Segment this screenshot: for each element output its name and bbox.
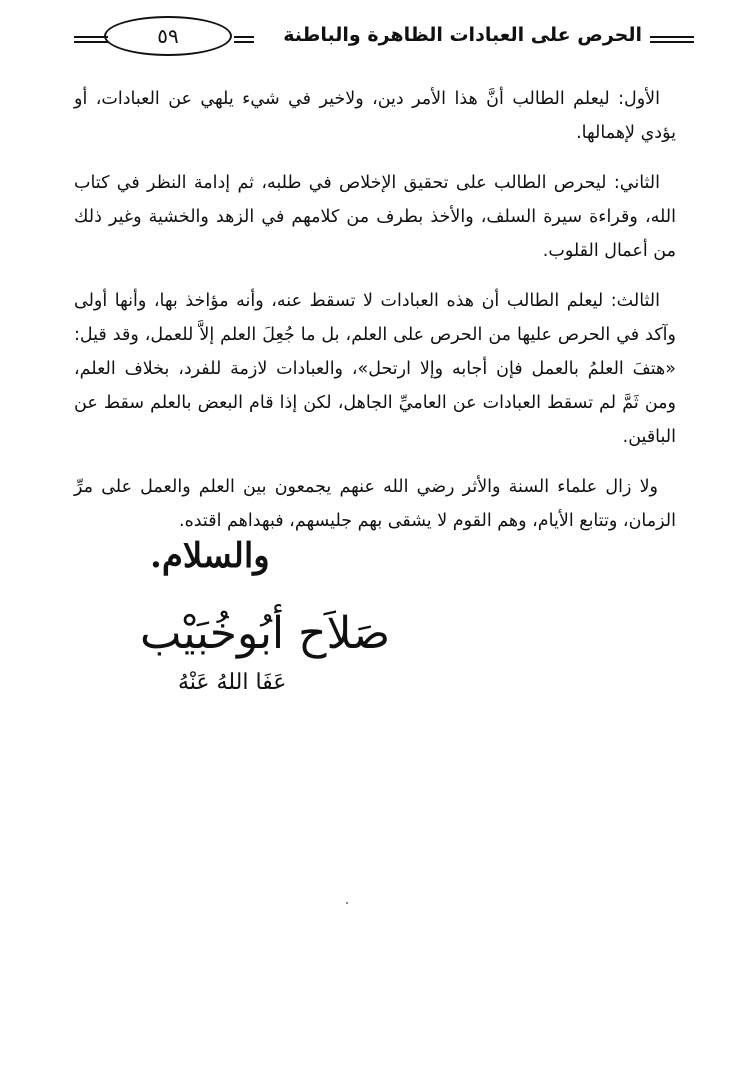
header-rule-left	[74, 36, 108, 43]
salutation: والسلام.	[150, 536, 270, 576]
header-title: الحرص على العبادات الظاهرة والباطنة	[283, 24, 642, 46]
body-text	[74, 82, 676, 554]
signature-prayer: عَفَا اللهُ عَنْهُ	[178, 670, 287, 695]
running-header	[74, 14, 694, 58]
page-number: ٥٩	[104, 16, 232, 56]
paragraph-second: الثاني: ليحرص الطالب على تحقيق الإخلاص في طلبه، ثم إدامة النظر في كتاب الله، وقراءة سيرة السلف، والأخذ بطرف من كلامهم في الزهد والخشية وغير ذلك من أعمال القلوب.	[74, 173, 676, 261]
scan-speck	[346, 902, 348, 904]
paragraph-third: الثالث: ليعلم الطالب أن هذه العبادات لا تسقط عنه، وأنه مؤاخذ بها، وأنها أولى وآكد في الحرص عليها من الحرص على العلم، بل ما جُعِلَ العلم إلاَّ للعمل، وقد قيل: «هتفَ العلمُ بالعمل فإن أجابه وإلا ارتحل»، والعبادات لازمة للفرد، بخلاف العلم، ومن ثَمَّ لم تسقط العبادات عن العاميِّ الجاهل، لكن إذا قام البعض بالعلم سقط عن الباقين.	[74, 291, 676, 447]
header-rule-middle	[234, 36, 254, 43]
signature-name: صَلاَح أبُوخُبَيْب	[140, 608, 391, 659]
paragraph-closing: ولا زال علماء السنة والأثر رضي الله عنهم يجمعون بين العلم والعمل على مرِّ الزمان، وتتابع الأيام، وهم القوم لا يشقى بهم جليسهم، فبهداهم اقتده.	[74, 477, 676, 531]
header-rule-right	[650, 36, 694, 43]
paragraph-first: الأول: ليعلم الطالب أنَّ هذا الأمر دين، ولاخير في شيء يلهي عن العبادات، أو يؤدي لإهمالها.	[74, 89, 676, 143]
